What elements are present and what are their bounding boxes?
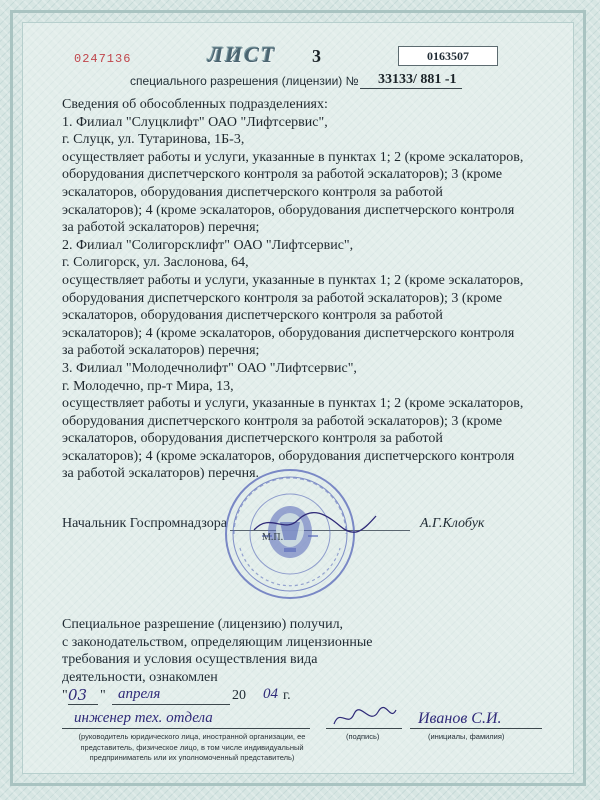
receiver-signature-caption: (подпись): [346, 732, 380, 741]
receiver-position-caption: (руководитель юридического лица, иностранной организации, ее представитель, физическое лицо, в том числе индивидуальный предприниматель или их уполномоченный представитель): [78, 732, 306, 762]
form-serial-number: 0247136: [74, 52, 132, 66]
body-line: осуществляет работы и услуги, указанные в пунктах 1; 2 (кроме эскалаторов,: [62, 149, 524, 165]
receiver-name-underline: [410, 728, 542, 729]
body-line: эскалаторов, оборудования диспетчерского контроля за работой: [62, 308, 443, 324]
seal-label: М.П.: [262, 532, 284, 543]
date-month-underline: [112, 704, 230, 705]
body-line: г. Слуцк, ул. Тутаринова, 1Б-3,: [62, 132, 245, 148]
receiver-name-caption: (инициалы, фамилия): [428, 732, 505, 741]
receipt-line: с законодательством, определяющим лицензионные: [62, 634, 373, 650]
license-number-underline: [360, 88, 462, 89]
receipt-date: [62, 688, 362, 708]
receiver-signature-line: [326, 728, 402, 729]
signatory-name: А.Г.Клобук: [420, 516, 485, 531]
date-quote-open: ": [62, 688, 68, 703]
license-number: 33133/ 881 -1: [378, 72, 457, 87]
sheet-number: 3: [312, 46, 321, 66]
receipt-line: требования и условия осуществления вида: [62, 652, 318, 668]
subdivisions-text: [62, 96, 554, 483]
license-label: специального разрешения (лицензии) №: [130, 74, 359, 88]
date-quote-close: ": [100, 688, 106, 703]
receiver-name-handwritten: Иванов С.И.: [418, 710, 502, 727]
signatory-title: Начальник Госпромнадзора: [62, 516, 227, 531]
date-year-handwritten: 04: [263, 686, 278, 702]
body-line: 1. Филиал "Слуцклифт" ОАО "Лифтсервис",: [62, 114, 328, 130]
date-year-suffix: г.: [283, 688, 291, 703]
body-line: за работой эскалаторов) перечня.: [62, 466, 260, 482]
receiver-signature: [330, 706, 400, 730]
body-line: эскалаторов); 4 (кроме эскалаторов, оборудования диспетчерского контроля: [62, 202, 515, 218]
registration-number-box: 0163507: [398, 46, 498, 66]
date-year-prefix: 20: [232, 688, 246, 703]
date-month-handwritten: апреля: [118, 686, 161, 702]
receipt-line: Специальное разрешение (лицензию) получил,: [62, 617, 344, 632]
body-line: осуществляет работы и услуги, указанные в пунктах 1; 2 (кроме эскалаторов,: [62, 396, 524, 412]
body-line: оборудования диспетчерского контроля за работой эскалаторов); 3 (кроме: [62, 167, 503, 183]
date-day-handwritten: 03: [68, 686, 88, 704]
body-line: эскалаторов); 4 (кроме эскалаторов, оборудования диспетчерского контроля: [62, 325, 515, 341]
body-line: эскалаторов, оборудования диспетчерского контроля за работой: [62, 431, 443, 447]
body-line: оборудования диспетчерского контроля за работой эскалаторов); 3 (кроме: [62, 290, 503, 306]
body-line: Сведения об обособленных подразделениях:: [62, 97, 328, 112]
body-line: осуществляет работы и услуги, указанные в пунктах 1; 2 (кроме эскалаторов,: [62, 272, 524, 288]
receipt-line: деятельности, ознакомлен: [62, 669, 218, 685]
receiver-position-handwritten: инженер тех. отдела: [74, 710, 213, 726]
body-line: эскалаторов); 4 (кроме эскалаторов, оборудования диспетчерского контроля: [62, 448, 515, 464]
receiver-position-underline: [62, 728, 310, 729]
body-line: оборудования диспетчерского контроля за работой эскалаторов); 3 (кроме: [62, 413, 503, 429]
date-day-underline: [68, 704, 98, 705]
body-line: 3. Филиал "Молодечнолифт" ОАО "Лифтсервис",: [62, 360, 357, 376]
body-line: за работой эскалаторов) перечня;: [62, 220, 260, 236]
body-line: г. Молодечно, пр-т Мира, 13,: [62, 378, 234, 394]
body-line: 2. Филиал "Солигорсклифт" ОАО "Лифтсервис",: [62, 237, 354, 253]
body-line: за работой эскалаторов) перечня;: [62, 343, 260, 359]
receipt-statement: [62, 616, 442, 686]
sheet-title: ЛИСТ: [208, 42, 277, 67]
body-line: г. Солигорск, ул. Заслонова, 64,: [62, 255, 249, 271]
body-line: эскалаторов, оборудования диспетчерского контроля за работой: [62, 184, 443, 200]
